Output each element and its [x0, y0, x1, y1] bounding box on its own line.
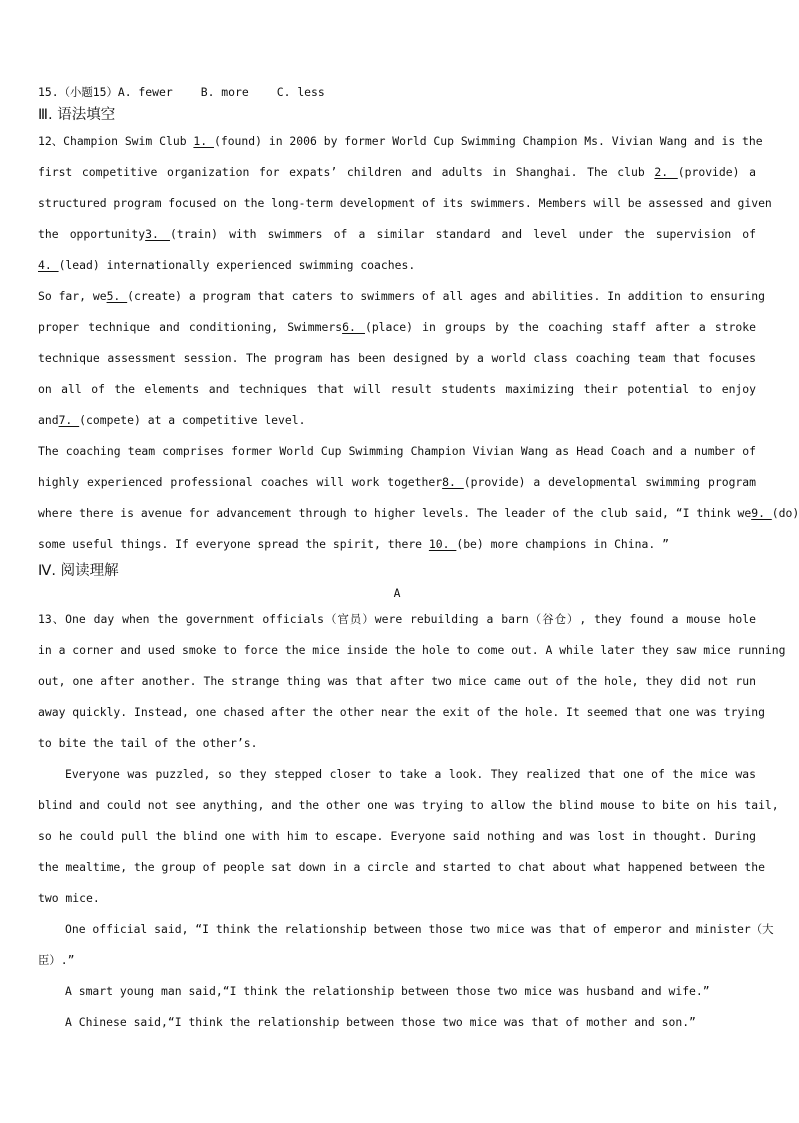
question-label: （小题15）	[58, 85, 118, 99]
text-line: 12、Champion Swim Club 1. (found) in 2006 by former World Cup Swimming Champion Ms. Vivian Wang and is the	[38, 134, 763, 148]
text-line: the opportunity3. (train) with swimmers of a similar standard and level under the supervision of	[38, 227, 757, 241]
blank-9: 9.	[751, 506, 772, 520]
section-heading-grammar: Ⅲ. 语法填空	[38, 107, 116, 123]
blank-1: 1.	[193, 134, 214, 148]
text-line: blind and could not see anything, and the other one was trying to allow the blind mouse to bite on his tail,	[38, 798, 779, 812]
text-line: One official said, “I think the relationship between those two mice was that of emperor and minister（大	[65, 922, 774, 936]
text-line: 4. (lead) internationally experienced swimming coaches.	[38, 258, 416, 272]
option-b: B. more	[200, 85, 249, 99]
text-line: and7. (compete) at a competitive level.	[38, 413, 306, 427]
blank-8: 8.	[442, 475, 464, 489]
blank-3: 3.	[145, 227, 170, 241]
text-line: A Chinese said,“I think the relationship between those two mice was that of mother and son.”	[65, 1015, 696, 1029]
section-heading-reading: Ⅳ. 阅读理解	[38, 563, 119, 579]
text-line: The coaching team comprises former World Cup Swimming Champion Vivian Wang as Head Coach and a number of	[38, 444, 756, 458]
question-12-passage	[38, 126, 799, 560]
text-line: Everyone was puzzled, so they stepped closer to take a look. They realized that one of the mice was	[65, 767, 756, 781]
text-line: where there is avenue for advancement through to higher levels. The leader of the club said, “I think we9. (do)	[38, 506, 799, 520]
blank-6: 6.	[342, 320, 365, 334]
text-line: highly experienced professional coaches will work together8. (provide) a developmental swimming program	[38, 475, 757, 489]
text-line: proper technique and conditioning, Swimmers6. (place) in groups by the coaching staff after a stroke	[38, 320, 756, 334]
text-line: So far, we5. (create) a program that caters to swimmers of all ages and abilities. In addition to ensuring	[38, 289, 765, 303]
text-line: A smart young man said,“I think the relationship between those two mice was husband and wife.”	[65, 984, 710, 998]
blank-2: 2.	[654, 165, 678, 179]
passage-label: A	[393, 586, 401, 600]
text-line: in a corner and used smoke to force the mice inside the hole to come out. A while later they saw mice running	[38, 643, 786, 657]
text-line: the mealtime, the group of people sat down in a circle and started to chat about what happened between the	[38, 860, 765, 874]
text-line: first competitive organization for expats’ children and adults in Shanghai. The club 2. (provide) a	[38, 165, 756, 179]
text-line: technique assessment session. The program has been designed by a world class coaching team that focuses	[38, 351, 756, 365]
text-line: to bite the tail of the other’s.	[38, 736, 258, 750]
option-c: C. less	[276, 85, 325, 99]
blank-10: 10.	[428, 537, 457, 551]
blank-4: 4.	[38, 258, 59, 272]
text-line: on all of the elements and techniques that will result students maximizing their potential to enjoy	[38, 382, 756, 396]
text-line: 13、One day when the government officials（官员）were rebuilding a barn（谷仓）, they found a mouse hole	[38, 612, 756, 626]
blank-7: 7.	[58, 413, 80, 427]
text-line: away quickly. Instead, one chased after the other near the exit of the hole. It seemed that one was trying	[38, 705, 765, 719]
text-line: two mice.	[38, 891, 100, 905]
question-15-options	[38, 80, 756, 104]
text-line: out, one after another. The strange thing was that after two mice came out of the hole, they did not run	[38, 674, 756, 688]
question-13-passage	[38, 604, 786, 1038]
question-number: 15.	[38, 85, 59, 99]
document-page	[38, 80, 799, 1038]
text-line: structured program focused on the long-term development of its swimmers. Members will be assessed and given	[38, 196, 772, 210]
text-line: some useful things. If everyone spread the spirit, there 10. (be) more champions in China. ”	[38, 537, 669, 551]
text-line: so he could pull the blind one with him to escape. Everyone said nothing and was lost in thought. During	[38, 829, 756, 843]
option-a: A. fewer	[117, 85, 173, 99]
text-line: 臣）.”	[38, 953, 75, 967]
blank-5: 5.	[106, 289, 128, 303]
